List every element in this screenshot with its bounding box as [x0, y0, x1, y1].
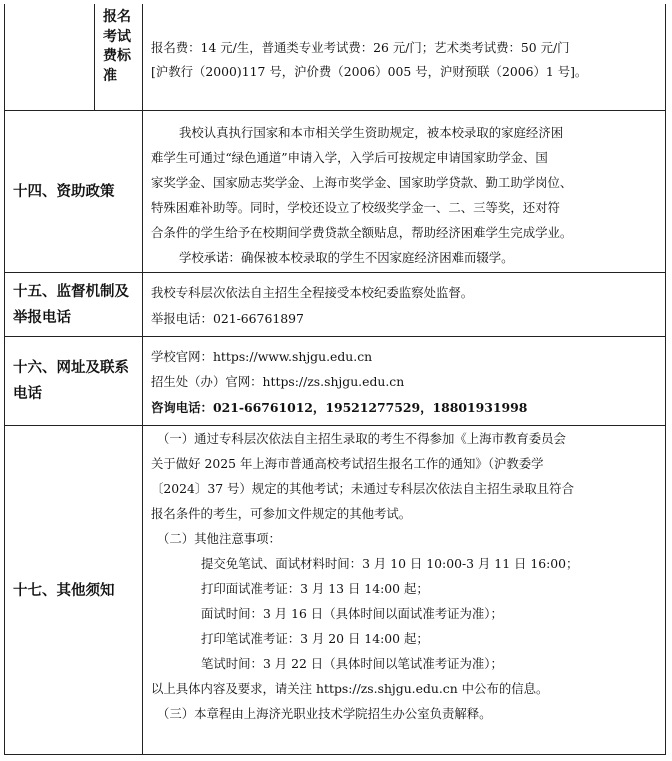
text-line: 报名条件的考生，可参加文件规定的其他考试。 [151, 506, 412, 521]
blank-cell [5, 4, 95, 110]
section-16-content [143, 337, 665, 425]
fee-text-line: [沪教行（2000)117 号，沪价费（2006）005 号，沪财预联（2006）1 号]。 [151, 64, 588, 79]
fee-text-line: 报名费：14 元/生，普通类专业考试费：26 元/门；艺术类考试费：50 元/门 [151, 40, 570, 55]
consult-phone: 咨询电话：021-66761012，19521277529，18801931998 [151, 400, 528, 415]
section-15-row [5, 273, 665, 337]
schedule-line: 打印笔试准考证：3 月 20 日 14:00 起； [201, 631, 429, 646]
schedule-line: 打印面试准考证：3 月 13 日 14:00 起； [201, 581, 429, 596]
text-line: 关于做好 2025 年上海市普通高校考试招生报名工作的通知》（沪教委学 [151, 456, 544, 471]
section-15-title-line: 十五、监督机制及 [13, 283, 129, 300]
section-17-title: 十七、其他须知 [13, 582, 115, 599]
text-line: 我校专科层次依法自主招生全程接受本校纪委监察处监督。 [151, 285, 474, 300]
fee-label-line: 报名 [103, 9, 131, 25]
section-16-row [5, 337, 665, 426]
section-16-title-line: 十六、网址及联系 [13, 360, 129, 376]
schedule-line: 笔试时间：3 月 22 日（具体时间以笔试准考证为准）； [201, 656, 503, 671]
fee-standard-label [95, 4, 143, 110]
section-14-row [5, 111, 665, 273]
section-15-title [13, 279, 138, 331]
report-phone: 举报电话：021-66761897 [151, 311, 304, 326]
text-line: 〔2024〕37 号）规定的其他考试；未通过专科层次依法自主招生录取且符合 [151, 481, 574, 496]
section-16-title [13, 355, 138, 407]
text-line: 合条件的学生给予在校期间学费贷款全额贴息，帮助经济困难学生完成学业。 [151, 225, 573, 240]
fee-label-line: 考试 [103, 28, 131, 45]
text-line: 我校认真执行国家和本市相关学生资助规定，被本校录取的家庭经济困 [179, 125, 564, 140]
text-line: 特殊困难补助等。同时，学校还设立了校级奖学金一、二、三等奖，还对符 [151, 200, 560, 215]
section-17-header [5, 426, 143, 755]
section-16-title-line: 电话 [13, 386, 42, 402]
text-line: 难学生可通过“绿色通道”申请入学，入学后可按规定申请国家助学金、国 [151, 150, 548, 165]
section-15-title-line: 举报电话 [13, 309, 71, 326]
fee-standard-content [143, 4, 665, 110]
section-16-header [5, 337, 143, 425]
text-line: （二）其他注意事项： [157, 531, 281, 546]
text-line: （一）通过专科层次依法自主招生录取的考生不得参加《上海市教育委员会 [157, 431, 566, 446]
section-17-content [143, 426, 665, 755]
schedule-line: 提交免笔试、面试材料时间：3 月 10 日 10:00-3 月 11 日 16:00； [201, 556, 579, 571]
section-14-title: 十四、资助政策 [13, 183, 115, 200]
fee-label-line: 准 [103, 67, 117, 84]
text-line: （三）本章程由上海济光职业技术学院招生办公室负责解释。 [157, 706, 492, 721]
text-line: 以上具体内容及要求，请关注 https://zs.shjgu.edu.cn 中公布的信息。 [151, 681, 549, 696]
school-website: 学校官网：https://www.shjgu.edu.cn [151, 349, 373, 364]
admissions-website: 招生处（办）官网：https://zs.shjgu.edu.cn [151, 374, 405, 389]
section-14-content [143, 111, 665, 272]
section-17-row [5, 426, 665, 755]
section-15-content [143, 273, 665, 336]
fee-label-line: 费标 [103, 48, 131, 65]
fee-standard-row [5, 4, 665, 111]
section-14-header [5, 111, 143, 272]
schedule-line: 面试时间：3 月 16 日（具体时间以面试准考证为准）； [201, 606, 503, 621]
text-line: 学校承诺：确保被本校录取的学生不因家庭经济困难而辍学。 [179, 250, 514, 265]
regulations-table [4, 4, 666, 755]
section-15-header [5, 273, 143, 336]
text-line: 家奖学金、国家励志奖学金、上海市奖学金、国家助学贷款、勤工助学岗位、 [151, 175, 573, 190]
